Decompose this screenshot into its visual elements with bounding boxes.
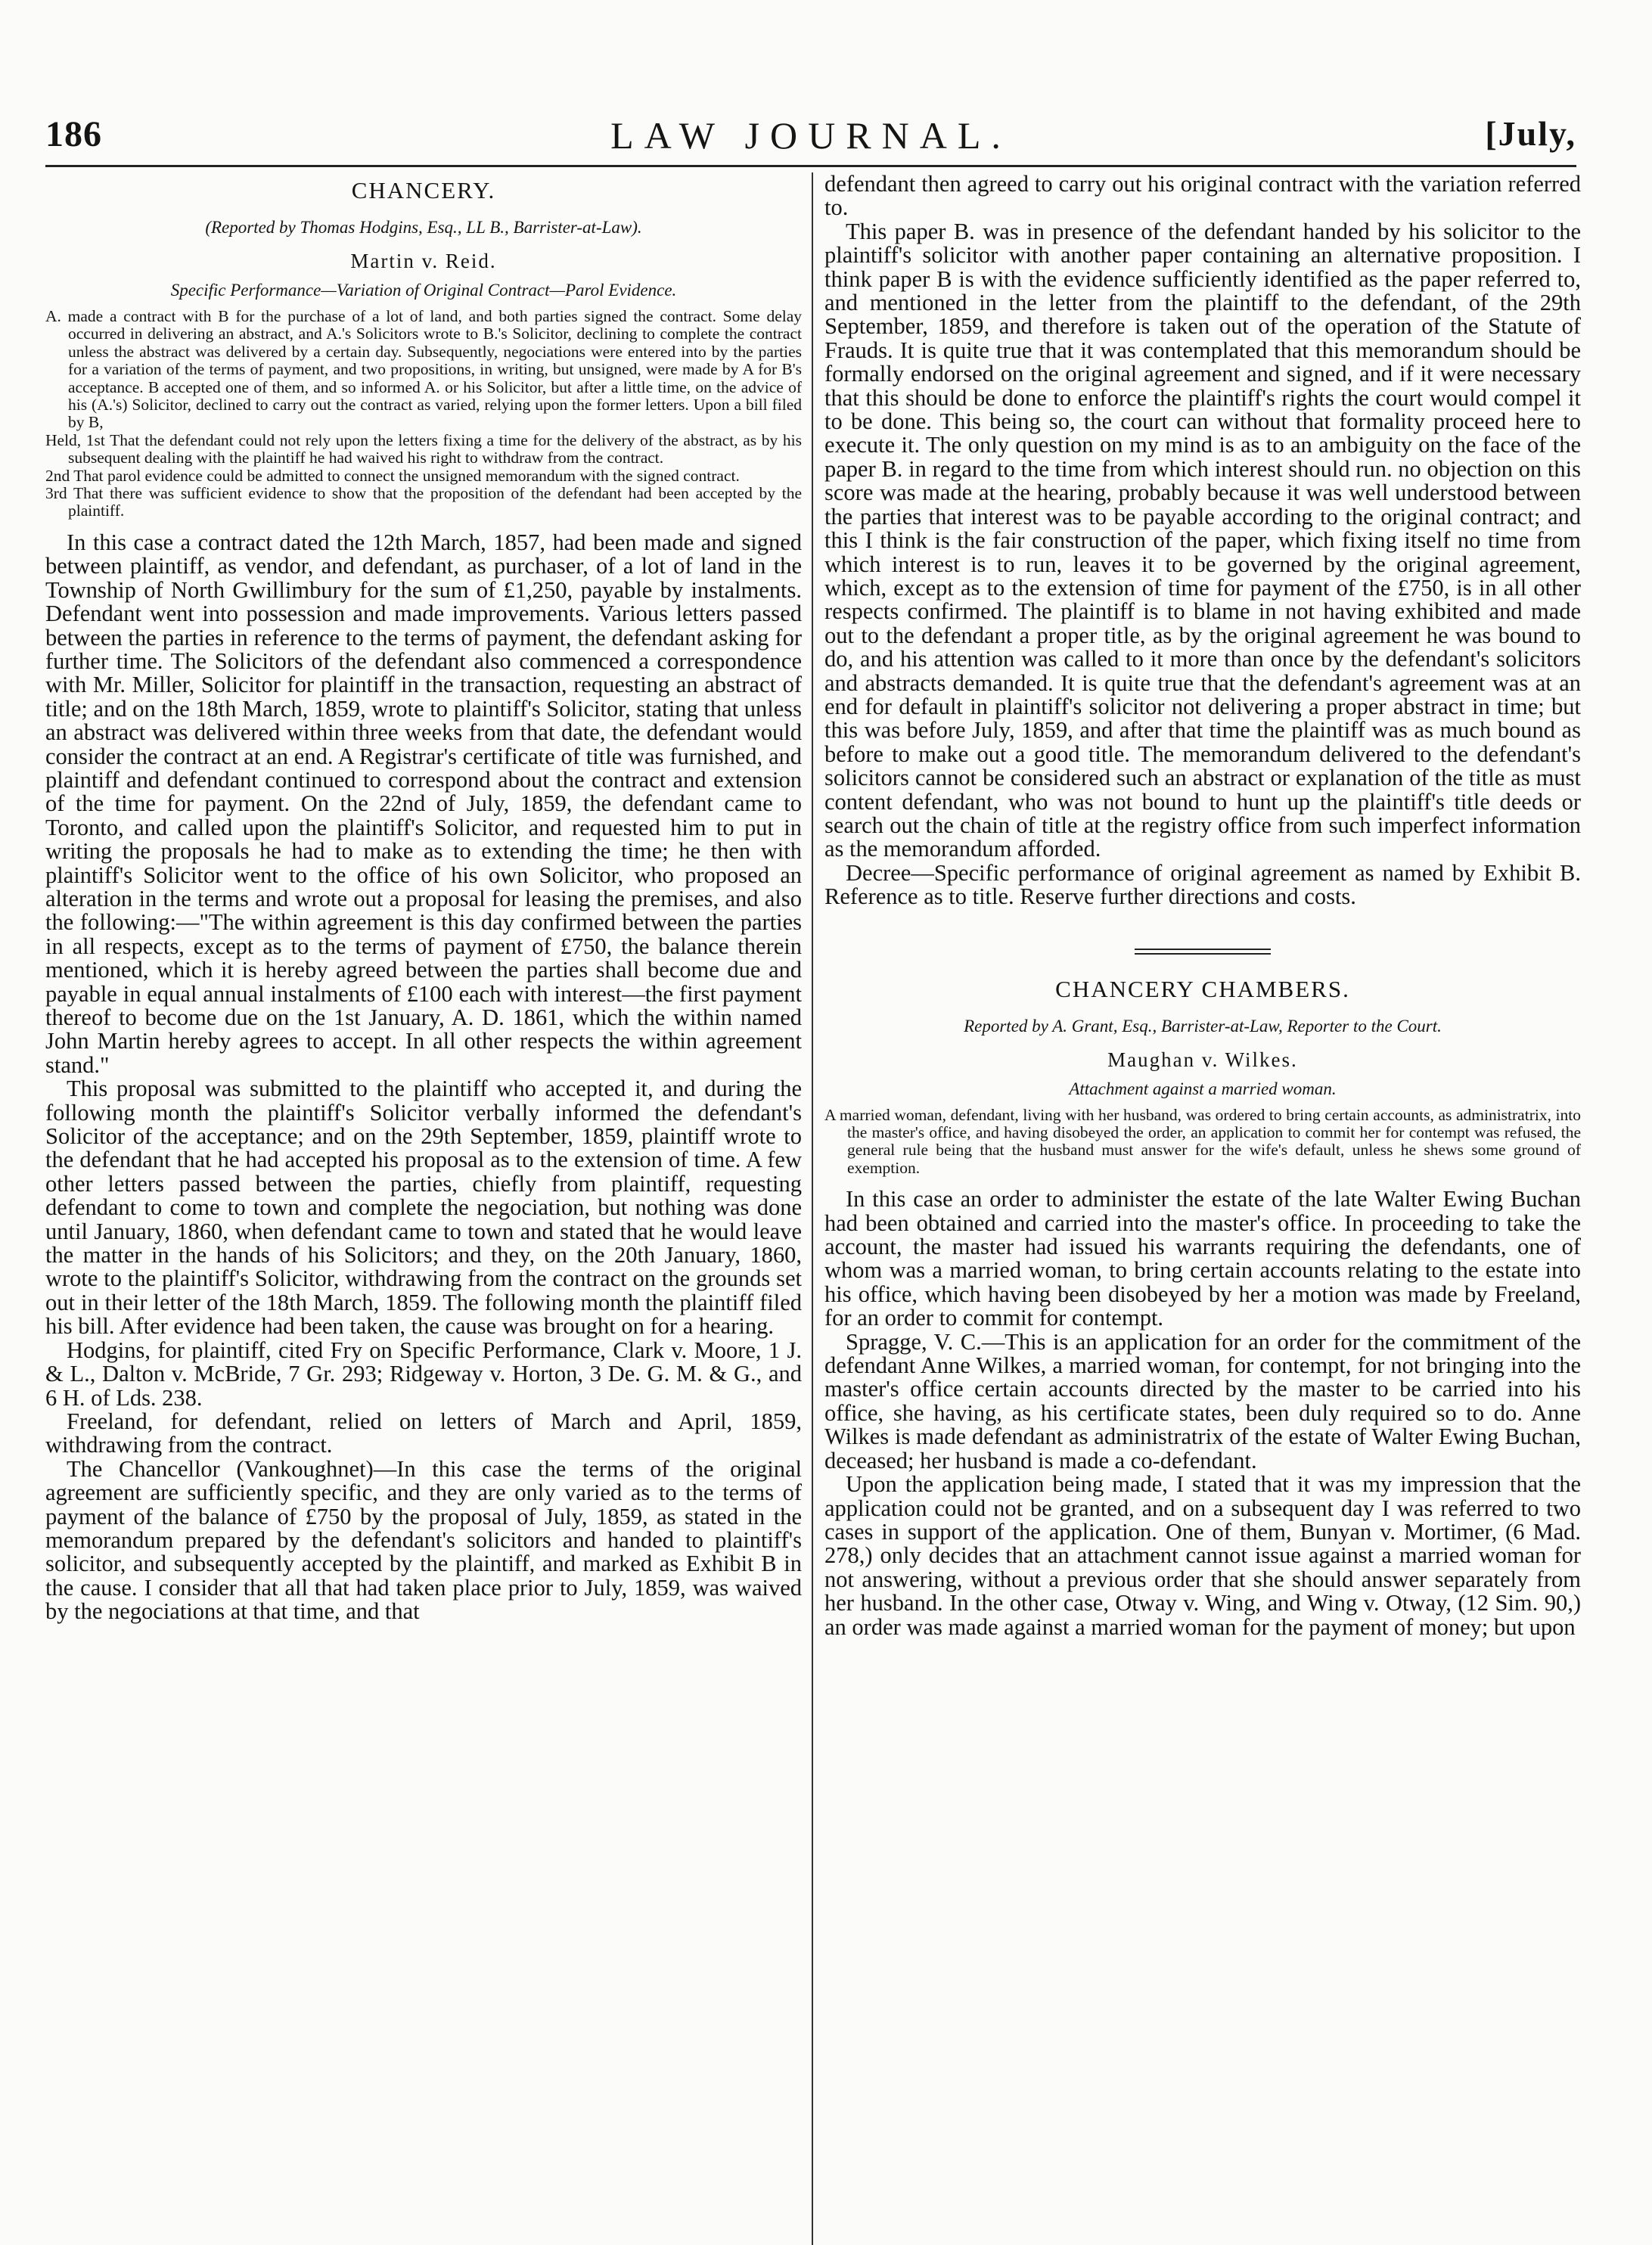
paragraph: This paper B. was in presence of the defendant handed by his solicitor to the plaintiff's solicitor with another paper containing an alternative proposition. I think paper B is with the evidence sufficiently identified as the paper referred to, and mentioned in the letter from the plaintiff to the defendant, of the 29th September, 1859, and therefore is taken out of the operation of the Statute of Frauds. It is quite true that it was contemplated that this memorandum should be formally endorsed on the original agreement and signed, and if it were necessary that this should be done to enforce the plaintiff's rights the court would compel it to be done. This being so, the court can without that formality proceed here to execute it. The only question on my mind is as to an ambiguity on the face of the paper B. in regard to the time from which interest should run. no objection on this score was made at the hearing, probably because it was well understood between the parties that interest was to be payable according to the original contract; and this I think is the fair construction of the paper, which fixing itself no time from which interest is to run, leaves it to be governed by the original agreement, which, except as to the extension of time for payment of the £750, is in all other respects confirmed. The plaintiff is to blame in not having exhibited and made out to the defendant a proper title, as by the original agreement he was bound to do, and his attention was called to it more than once by the defendant's solicitors and abstracts demanded. It is quite true that the defendant's agreement was at an end for default in plaintiff's solicitor not delivering a proper abstract in time; but this was before July, 1859, and after that time the plaintiff was as much bound as before to make out a good title. The memorandum delivered to the defendant's solicitors cannot be considered such an abstract or explanation of the title as must content defendant, who was not bound to hunt up the plaintiff's title deeds or search out the chain of title at the registry office from such imperfect information as the memorandum afforded. — [824, 218, 1581, 862]
reporter-line: Reported by A. Grant, Esq., Barrister-at-Law, Reporter to the Court. — [964, 1016, 1442, 1036]
paragraph: In this case a contract dated the 12th March, 1857, had been made and signed between plaintiff, as vendor, and defendant, as purchaser, of a lot of land in the Township of North Gwillimbury for the sum of £1,250, payable by instalments. Defendant went into possession and made improvements. Various letters passed between the parties in reference to the terms of payment, the defendant asking for further time. The Solicitors of the defendant also commenced a correspondence with Mr. Miller, Solicitor for plaintiff in the transaction, requesting an abstract of title; and on the 18th March, 1859, wrote to plaintiff's Solicitor, stating that unless an abstract was delivered within three weeks from that date, the defendant would consider the contract at an end. A Registrar's certificate of title was furnished, and plaintiff and defendant continued to correspond about the contract and extension of the time for payment. On the 22nd of July, 1859, the defendant came to Toronto, and called upon the plaintiff's Solicitor, and requested him to put in writing the proposals he had to make as to extending the time; he then with plaintiff's Solicitor went to the office of his own Solicitor, who proposed an alteration in the terms and wrote out a proposal for leasing the premises, and also the following:—"The within agreement is this day confirmed between the parties in all respects, except as to the terms of payment of £750, the balance therein mentioned, which it is hereby agreed between the parties shall become due and payable in equal annual instalments of £100 each with interest—the first payment thereof to become due on the 1st January, A. D. 1861, which the within named John Martin hereby agrees to accept. In all other respects the within agreement stand." — [45, 529, 802, 1078]
reporter-line: (Reported by Thomas Hodgins, Esq., LL B., Barrister-at-Law). — [205, 218, 642, 237]
case-subject: Specific Performance—Variation of Original Contract—Parol Evidence. — [170, 281, 677, 300]
page-number: 186 — [45, 114, 102, 154]
case-subject: Attachment against a married woman. — [1069, 1079, 1337, 1098]
left-column — [45, 172, 802, 1624]
paragraph: Freeland, for defendant, relied on letters of March and April, 1859, withdrawing from the contract. — [45, 1408, 802, 1458]
headnote: A. made a contract with B for the purchase of a lot of land, and both parties signed the contract. Some delay occurred in delivering an abstract, and A.'s Solicitors wrote to B.'s Solicitor, declining to complete the contract unless the abstract was delivered by a certain day. Subsequently, negociations were entered into by the parties for a variation of the terms of payment, and two propositions, in writing, but unsigned, were made by A for B's acceptance. B accepted one of them, and so informed A. or his Solicitor, but after a little time, on the advice of his (A.'s) Solicitor, declined to carry out the contract as varied, relying upon the former letters. Upon a bill filed by B, — [45, 307, 802, 432]
holding-2: 2nd That parol evidence could be admitted to connect the unsigned memorandum with the signed contract. — [45, 466, 740, 485]
paragraph: The Chancellor (Vankoughnet)—In this case the terms of the original agreement are sufficiently specific, and they are only varied as to the terms of payment of the balance of £750 by the proposal of July, 1859, as stated in the memorandum prepared by the defendant's solicitors and handed to plaintiff's solicitor, and subsequently accepted by the plaintiff, and marked as Exhibit B in the cause. I consider that all that had taken place prior to July, 1859, was waived by the negociations at that time, and that — [45, 1455, 802, 1625]
paragraph: In this case an order to administer the estate of the late Walter Ewing Buchan had been obtained and carried into the master's office. In proceeding to take the account, the master had issued his warrants requiring the defendants, one of whom was a married woman, to bring certain accounts relating to the estate into his office, which having been disobeyed by her a motion was made by Freeland, for an order to commit for contempt. — [824, 1186, 1581, 1331]
holding-1: Held, 1st That the defendant could not rely upon the letters fixing a time for the delivery of the abstract, as by his subsequent dealing with the plaintiff he had waived his right to withdraw from the contract. — [45, 430, 802, 467]
paragraph: This proposal was submitted to the plaintiff who accepted it, and during the following month the plaintiff's Solicitor verbally informed the defendant's Solicitor of the acceptance; and on the 29th September, 1859, plaintiff wrote to the defendant that he had accepted his proposal as to the extension of time. A few other letters passed between the parties, chiefly from plaintiff, requesting defendant to come to town and complete the negociation, but nothing was done until January, 1860, when defendant came to town and stated that he would leave the matter in the hands of his Solicitors; and they, on the 20th January, 1860, wrote to the plaintiff's Solicitor, withdrawing from the contract on the grounds set out in their letter of the 18th March, 1859. The following month the plaintiff filed his bill. After evidence had been taken, the cause was brought on for a hearing. — [45, 1076, 802, 1340]
case-title: Martin v. Reid. — [350, 250, 497, 272]
paragraph: Decree—Specific performance of original agreement as named by Exhibit B. Reference as to title. Reserve further directions and costs. — [824, 859, 1581, 910]
journal-title: LAW JOURNAL. — [610, 114, 1011, 157]
column-divider — [812, 172, 813, 2245]
right-column — [824, 172, 1581, 1639]
case-title: Maughan v. Wilkes. — [1107, 1048, 1298, 1071]
section-title-chancery-chambers: CHANCERY CHAMBERS. — [1055, 975, 1350, 1002]
headnote: A married woman, defendant, living with her husband, was ordered to bring certain accounts, as administratrix, into the master's office, and having disobeyed the order, an application to commit her for contempt was refused, the general rule being that the husband must answer for the wife's default, unless he shews some ground of exemption. — [824, 1105, 1581, 1177]
paragraph: defendant then agreed to carry out his original contract with the variation referred to. — [824, 171, 1581, 221]
paragraph: Hodgins, for plaintiff, cited Fry on Specific Performance, Clark v. Moore, 1 J. & L., Dalton v. McBride, 7 Gr. 293; Ridgeway v. Horton, 3 De. G. M. & G., and 6 H. of Lds. 238. — [45, 1337, 802, 1411]
header-rule — [45, 165, 1576, 167]
holding-3: 3rd That there was sufficient evidence to show that the proposition of the defendant had been accepted by the plaintiff. — [45, 484, 802, 520]
paragraph: Upon the application being made, I stated that it was my impression that the application could not be granted, and on a subsequent day I was referred to two cases in support of the application. One of them, Bunyan v. Mortimer, (6 Mad. 278,) only decides that an attachment cannot issue against a married woman for not answering, without a previous order that she should answer separately from her husband. In the other case, Otway v. Wing, and Wing v. Otway, (12 Sim. 90,) an order was made against a married woman for the payment of money; but upon — [824, 1471, 1581, 1640]
section-title-chancery: CHANCERY. — [351, 177, 496, 203]
paragraph: Spragge, V. C.—This is an application for an order for the commitment of the defendant Anne Wilkes, a married woman, for contempt, for not bringing into the master's office certain accounts directed by the master to be carried into his office, she having, as his certificate states, been duly required so to do. Anne Wilkes is made defendant as administratrix of the estate of Walter Ewing Buchan, deceased; her husband is made a co-defendant. — [824, 1328, 1581, 1473]
issue-month: [July, — [1485, 114, 1576, 153]
page-header — [45, 113, 1576, 159]
